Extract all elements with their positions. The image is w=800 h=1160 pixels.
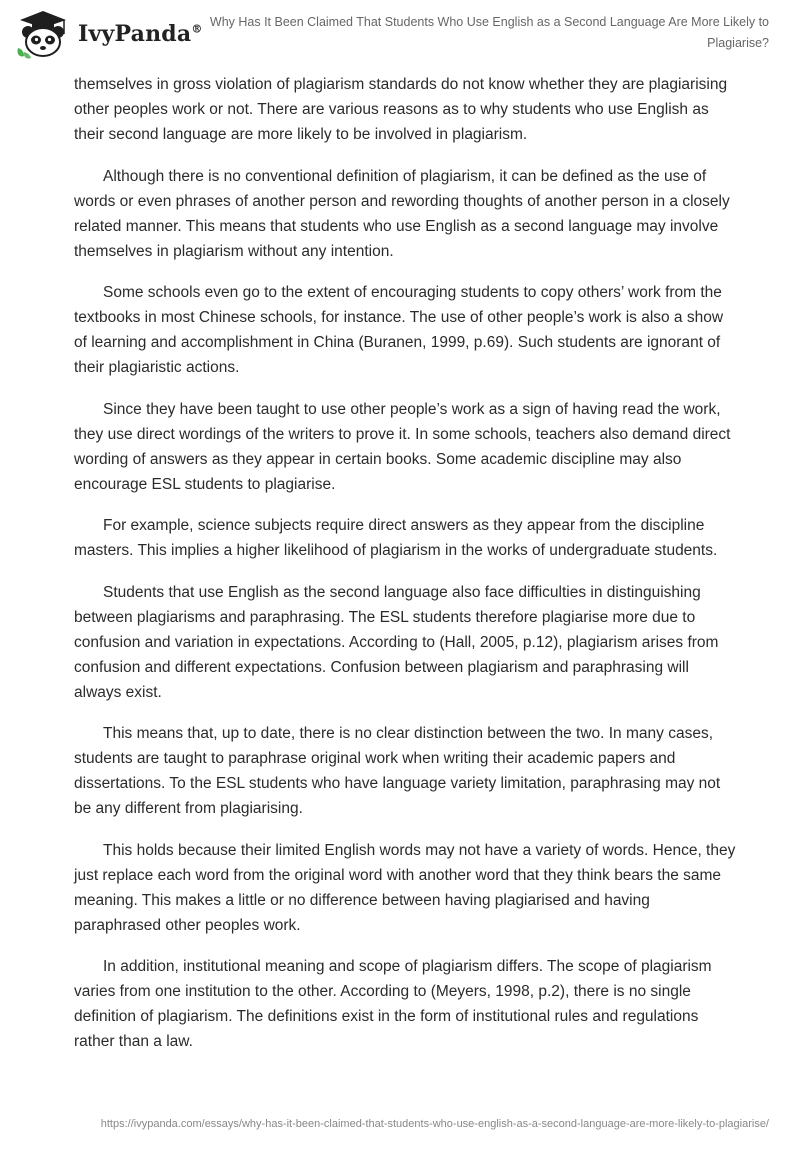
page-header <box>0 0 800 70</box>
paragraph: For example, science subjects require direct answers as they appear from the discipline masters. This implies a higher likelihood of plagiarism in the works of undergraduate students. <box>74 517 718 559</box>
document-title: Why Has It Been Claimed That Students Who Use English as a Second Language Are More Likely to Plagiarise? <box>209 15 769 50</box>
paragraph: Since they have been taught to use other people’s work as a sign of having read the work, they use direct wordings of the writers to prove it. In some schools, teachers also demand direct wording of answers as they appear in certain books. Some academic discipline may also encourage ESL students to plagiarise. <box>74 400 731 493</box>
logo-wordmark: IvyPanda® <box>78 21 203 47</box>
paragraph: themselves in gross violation of plagiarism standards do not know whether they are plagiarising other peoples work or not. There are various reasons as to why students who use English as their second language are more likely to be involved in plagiarism. <box>74 76 728 143</box>
paragraph: Students that use English as the second language also face difficulties in distinguishing between plagiarisms and paraphrasing. The ESL students therefore plagiarise more due to confusion and variation in expectations. According to (Hall, 2005, p.12), plagiarism arises from confusion and different expectations. Confusion between plagiarism and paraphrasing will always exist. <box>74 583 719 701</box>
paragraph: Some schools even go to the extent of encouraging students to copy others’ work from the textbooks in most Chinese schools, for instance. The use of other people’s work is also a show of learning and accomplishment in China (Buranen, 1999, p.69). Such students are ignorant of their plagiaristic actions. <box>74 284 724 376</box>
paragraph: In addition, institutional meaning and scope of plagiarism differs. The scope of plagiarism varies from one institution to the other. According to (Meyers, 1998, p.2), there is no single definition of plagiarism. The definitions exist in the form of institutional rules and regulations rather than a law. <box>74 958 712 1050</box>
essay-body <box>74 72 738 1071</box>
paragraph: This means that, up to date, there is no clear distinction between the two. In many cases, students are taught to paraphrase original work when writing their academic papers and dissertations. To the ESL students who have language variety limitation, paraphrasing may not be any different from plagiarising. <box>74 725 721 817</box>
paragraph: This holds because their limited English words may not have a variety of words. Hence, they just replace each word from the original word with another word that they think bears the same meaning. This makes a little or no difference between having plagiarised and having paraphrased other peoples work. <box>74 841 736 934</box>
panda-graduate-icon <box>14 8 72 60</box>
source-url[interactable]: https://ivypanda.com/essays/why-has-it-been-claimed-that-students-who-use-english-as-a-second-language-are-more-likely-to-plagiarise/ <box>100 1118 769 1130</box>
paragraph: Although there is no conventional definition of plagiarism, it can be defined as the use of words or even phrases of another person and rewording thoughts of another person in a closely related manner. This means that students who use English as a second language may involve themselves in plagiarism without any intention. <box>74 167 730 260</box>
ivypanda-logo[interactable] <box>14 8 203 60</box>
